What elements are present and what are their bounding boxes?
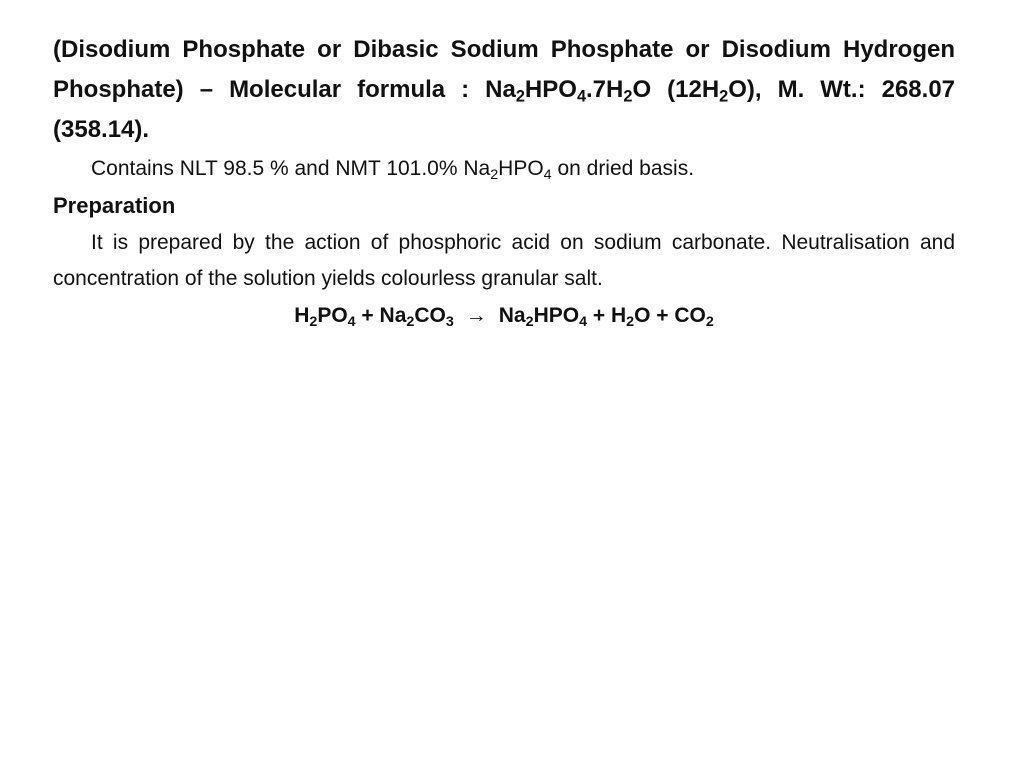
formula-part: HPO xyxy=(533,304,580,327)
formula-part: Na xyxy=(379,304,407,327)
subscript: 2 xyxy=(515,87,525,106)
purity-text: Contains NLT 98.5 % and NMT 101.0% Na xyxy=(91,157,491,180)
preparation-paragraph: It is prepared by the action of phosphoric acid on sodium carbonate. Neutralisation and concentration of the solution yields colourless granular salt. xyxy=(53,231,955,290)
title-text: O (12H xyxy=(632,76,720,103)
document-title xyxy=(53,30,955,150)
formula-part: CO xyxy=(414,304,446,327)
subscript: 4 xyxy=(347,313,356,330)
formula-part: PO xyxy=(317,304,348,327)
plus-sign: + xyxy=(587,304,611,327)
subscript: 4 xyxy=(579,313,588,330)
subscript: 2 xyxy=(623,87,633,106)
title-text: HPO xyxy=(524,76,577,103)
subscript: 3 xyxy=(445,313,454,330)
purity-statement xyxy=(53,150,955,187)
subscript: 2 xyxy=(490,166,499,183)
formula-part: CO xyxy=(674,304,706,327)
purity-text: HPO xyxy=(498,157,544,180)
formula-part: Na xyxy=(498,304,526,327)
title-text: .7H xyxy=(586,76,624,103)
subscript: 2 xyxy=(309,313,318,330)
plus-sign: + xyxy=(650,304,675,327)
formula-part: O xyxy=(634,304,651,327)
preparation-heading: Preparation xyxy=(53,193,176,218)
title-text: O), M. Wt.: 268.07 (358.14). xyxy=(53,76,956,143)
document-page xyxy=(53,30,955,335)
subscript: 2 xyxy=(406,313,415,330)
formula-part: H xyxy=(294,304,310,327)
plus-sign: + xyxy=(355,304,380,327)
subscript: 2 xyxy=(525,313,534,330)
chemical-equation xyxy=(53,297,955,335)
subscript: 2 xyxy=(719,87,729,106)
subscript: 4 xyxy=(576,87,587,106)
subscript: 2 xyxy=(705,313,714,330)
title-text: (Disodium Phosphate or Dibasic Sodium Phosphate or Disodium Hydrogen Phosphate) – Molecular formula : Na xyxy=(53,36,955,103)
formula-part: H xyxy=(610,304,627,327)
reaction-arrow-icon: → xyxy=(465,304,487,327)
purity-text: on dried basis. xyxy=(551,157,695,180)
subscript: 2 xyxy=(626,313,635,330)
subscript: 4 xyxy=(543,166,552,183)
